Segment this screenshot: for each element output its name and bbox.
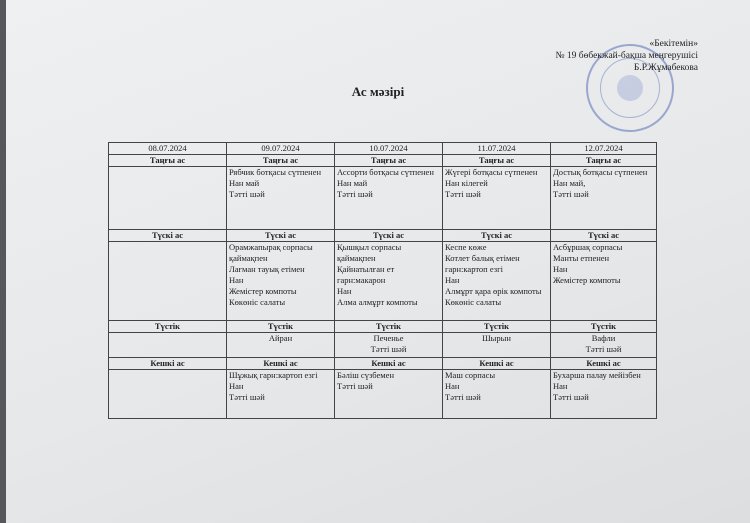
dish-item: Айран	[268, 333, 293, 343]
menu-cell	[335, 370, 443, 419]
menu-cell	[551, 167, 657, 230]
dish-item: Бәліш сүзбемен	[337, 370, 394, 380]
page-title: Ас мәзірі	[351, 84, 405, 99]
menu-cell	[227, 333, 335, 358]
dish-item: Жүгері ботқасы сүтпенен	[445, 167, 538, 177]
dish-item: Ассорти ботқасы сүтпенен	[337, 167, 434, 177]
meal-name-cell: Таңғы ас	[551, 155, 657, 167]
dish-item: Тәтті шәй	[445, 189, 481, 199]
dish-item: Қайнатылған ет гарн:макарон	[337, 264, 395, 285]
menu-table-body	[109, 143, 657, 419]
meal-name-cell: Түскі ас	[335, 230, 443, 242]
dish-item: Алмұрт қара өрік компоты	[445, 286, 542, 296]
menu-cell	[227, 167, 335, 230]
menu-table	[108, 142, 657, 419]
dish-item: Шырын	[482, 333, 511, 343]
approval-position: № 19 бөбекжай-бақша меңгерушісі	[555, 51, 698, 61]
dish-item: Тәтті шәй	[337, 381, 373, 391]
date-cell: 12.07.2024	[551, 143, 657, 155]
meal-name-cell: Таңғы ас	[109, 155, 227, 167]
meal-header-row	[109, 230, 657, 242]
meal-name-cell: Түстік	[227, 321, 335, 333]
approval-signatory: Б.Р.Жұмабекова	[633, 63, 698, 73]
menu-cell	[443, 242, 551, 321]
meal-name-cell: Түстік	[551, 321, 657, 333]
dish-item: Асбұршақ сорпасы	[553, 242, 623, 252]
dish-item: Нан	[445, 275, 460, 285]
dish-item: Нан май	[229, 178, 260, 188]
meal-name-cell: Кешкі ас	[227, 358, 335, 370]
menu-cell	[335, 333, 443, 358]
menu-cell	[443, 333, 551, 358]
meal-header-row	[109, 321, 657, 333]
dish-item: Тәтті шәй	[553, 189, 589, 199]
approval-heading: «Бекітемін»	[649, 39, 698, 49]
dish-item: Манты етпенен	[553, 253, 610, 263]
meal-name-cell: Түстік	[335, 321, 443, 333]
dish-item: Котлет балық етімен гарн:картоп езгі	[445, 253, 520, 274]
meal-name-cell: Кешкі ас	[335, 358, 443, 370]
date-cell: 10.07.2024	[335, 143, 443, 155]
meal-items-row	[109, 370, 657, 419]
dish-item: Көкөніс салаты	[229, 297, 286, 307]
meal-name-cell: Түскі ас	[443, 230, 551, 242]
dish-item: Лағман тауық етімен	[229, 264, 305, 274]
menu-sheet	[6, 0, 750, 523]
approval-block	[555, 38, 698, 74]
meal-name-cell: Таңғы ас	[335, 155, 443, 167]
menu-cell	[109, 242, 227, 321]
meal-items-row	[109, 242, 657, 321]
menu-cell	[551, 333, 657, 358]
meal-name-cell: Түстік	[109, 321, 227, 333]
meal-name-cell: Кешкі ас	[109, 358, 227, 370]
dish-item: Нан май,	[553, 178, 586, 188]
dish-item: Тәтті шәй	[445, 392, 481, 402]
dish-item: Вафли	[591, 333, 616, 343]
menu-cell	[227, 370, 335, 419]
menu-cell	[551, 370, 657, 419]
meal-name-cell: Түскі ас	[227, 230, 335, 242]
dish-item: Нан	[229, 275, 244, 285]
dish-item: Тәтті шәй	[337, 189, 373, 199]
dish-item: Нан май	[337, 178, 368, 188]
dish-item: Шұжық гарн:картоп езгі	[229, 370, 318, 380]
menu-cell	[109, 370, 227, 419]
meal-name-cell: Таңғы ас	[227, 155, 335, 167]
menu-cell	[443, 370, 551, 419]
meal-name-cell: Түскі ас	[551, 230, 657, 242]
date-cell: 08.07.2024	[109, 143, 227, 155]
dish-item: Орамжапырақ сорпасы қаймақпен	[229, 242, 313, 263]
dish-item: Қышқыл сорпасы қаймақпен	[337, 242, 402, 263]
meal-name-cell: Кешкі ас	[551, 358, 657, 370]
dish-item: Рябчик ботқасы сүтпенен	[229, 167, 322, 177]
menu-cell	[335, 167, 443, 230]
dish-item: Жемістер компоты	[229, 286, 297, 296]
meal-name-cell: Түскі ас	[109, 230, 227, 242]
stamp-emblem	[617, 75, 643, 101]
dish-item: Тәтті шәй	[229, 392, 265, 402]
meal-items-row	[109, 333, 657, 358]
dish-item: Тәтті шәй	[585, 344, 622, 354]
dish-item: Тәтті шәй	[370, 344, 407, 354]
dish-item: Маш сорпасы	[445, 370, 496, 380]
date-cell: 09.07.2024	[227, 143, 335, 155]
dish-item: Нан	[229, 381, 244, 391]
menu-cell	[227, 242, 335, 321]
dish-item: Нан кілегей	[445, 178, 488, 188]
meal-name-cell: Кешкі ас	[443, 358, 551, 370]
meal-name-cell: Түстік	[443, 321, 551, 333]
dish-item: Тәтті шәй	[229, 189, 265, 199]
dish-item: Нан	[553, 381, 568, 391]
menu-cell	[335, 242, 443, 321]
meal-header-row	[109, 358, 657, 370]
menu-cell	[551, 242, 657, 321]
menu-cell	[109, 167, 227, 230]
dish-item: Көкөніс салаты	[445, 297, 502, 307]
dish-item: Нан	[445, 381, 460, 391]
date-cell: 11.07.2024	[443, 143, 551, 155]
dish-item: Достық ботқасы сүтпенен	[553, 167, 648, 177]
dish-item: Тәтті шәй	[553, 392, 589, 402]
dish-item: Жемістер компоты	[553, 275, 621, 285]
dates-row	[109, 143, 657, 155]
dish-item: Алма алмұрт компоты	[337, 297, 418, 307]
dish-item: Печенье	[373, 333, 404, 343]
dish-item: Кеспе көже	[445, 242, 487, 252]
meal-items-row	[109, 167, 657, 230]
meal-header-row	[109, 155, 657, 167]
dish-item: Нан	[337, 286, 352, 296]
menu-cell	[109, 333, 227, 358]
meal-name-cell: Таңғы ас	[443, 155, 551, 167]
dish-item: Нан	[553, 264, 568, 274]
dish-item: Бухарша палау мейізбен	[553, 370, 641, 380]
menu-cell	[443, 167, 551, 230]
